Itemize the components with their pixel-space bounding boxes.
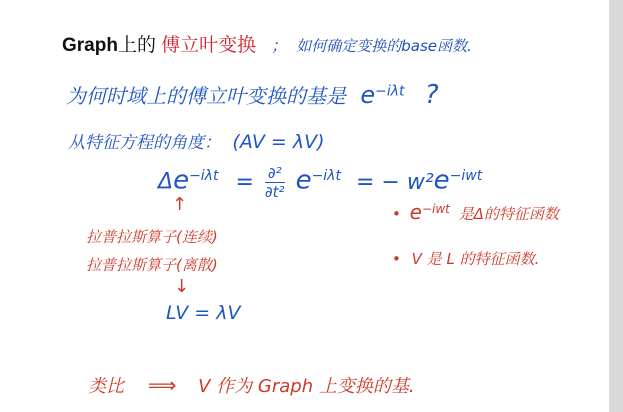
bullet-exponent: −iwt: [421, 202, 450, 216]
up-arrow: ↑: [172, 194, 188, 215]
down-arrow: ↓: [174, 276, 190, 297]
bullet-dot: •: [392, 250, 401, 268]
bullet-text: 是Δ的特征函数: [458, 205, 559, 223]
delta-symbol: Δ: [158, 169, 174, 195]
laplacian-discrete: 拉普拉斯算子(离散): [86, 256, 218, 274]
bullet-item: [392, 200, 559, 224]
main-eq-exp2: −iλt: [311, 168, 341, 185]
fraction-denominator: ∂t²: [264, 183, 285, 201]
main-equation: [158, 164, 482, 201]
page-title: [62, 30, 472, 57]
analogy-arrow: ⟹: [147, 373, 177, 397]
question-text: 为何时域上的傅立叶变换的基是: [66, 84, 346, 108]
bullet-base: e: [409, 200, 422, 224]
main-eq-e1: e: [173, 165, 190, 196]
main-eq-e2: e: [295, 165, 312, 196]
eigen-equation: (AV = λV): [232, 131, 325, 153]
main-eq-exp3: −iwt: [449, 168, 483, 185]
main-eq-exp1: −iλt: [189, 168, 219, 185]
analogy-text: V 作为 Graph 上变换的基.: [198, 376, 415, 397]
analogy-label: 类比: [88, 376, 124, 397]
title-prefix: Graph: [62, 35, 118, 56]
question-line: [66, 80, 439, 110]
scrollbar-track[interactable]: [609, 0, 623, 412]
analogy-line: [88, 372, 415, 398]
main-eq-rhs: = − w²: [355, 169, 434, 195]
fraction-numerator: ∂²: [265, 164, 285, 183]
title-prefix-cn: 上的: [117, 35, 156, 56]
bullet-text: V 是 L 的特征函数.: [411, 250, 540, 268]
bullet-item: [392, 248, 539, 269]
question-base: e: [360, 81, 376, 109]
discrete-equation: LV = λV: [166, 302, 241, 324]
eigen-view-label: 从特征方程的角度：: [68, 133, 221, 153]
partial-fraction: [265, 164, 285, 201]
eigen-view-line: [68, 128, 325, 153]
question-mark: ?: [424, 80, 439, 110]
bullet-dot: •: [392, 205, 401, 223]
main-eq-equals: =: [235, 169, 254, 195]
title-highlight: 傅立叶变换: [161, 34, 257, 56]
main-eq-e3: e: [433, 165, 450, 196]
title-separator: ；: [271, 36, 288, 55]
question-exponent: −iλt: [375, 83, 405, 100]
laplacian-continuous: 拉普拉斯算子(连续): [86, 228, 218, 246]
title-subtitle: 如何确定变换的base函数.: [296, 37, 472, 55]
